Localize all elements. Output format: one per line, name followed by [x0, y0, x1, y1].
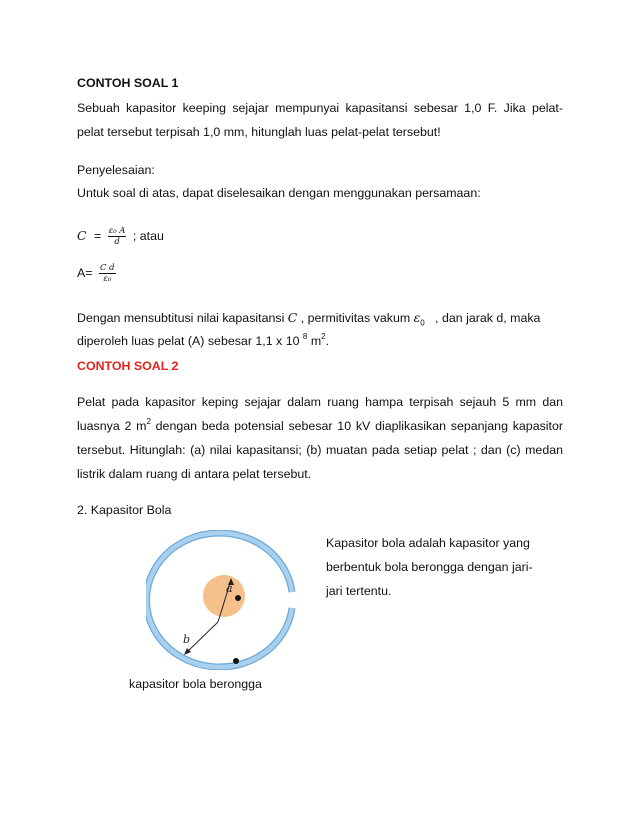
result-symbol-epsilon: ε — [413, 310, 421, 325]
label-a: a — [226, 582, 233, 595]
eq2-fraction — [99, 263, 116, 284]
soal2-text-line-4: listrik dalam ruang di antara pelat tersebut. — [77, 467, 312, 481]
eq1-denominator: d — [114, 237, 120, 247]
penyelesaian-intro: Untuk soal di atas, dapat diselesaikan dengan menggunakan persamaan: — [77, 186, 481, 200]
result-text-3: , dan jarak d, maka — [424, 311, 541, 325]
eq1-suffix: ; atau — [132, 228, 164, 243]
result-epsilon-sub: 0 — [420, 318, 425, 328]
soal1-text-line-1: Sebuah kapasitor keeping sejajar mempunyai kapasitansi sebesar 1,0 F. Jika pelat- — [77, 101, 563, 115]
soal2-text-line-2 — [77, 419, 563, 433]
soal1-result-line-2 — [77, 334, 329, 348]
bola-desc-line-1: Kapasitor bola adalah kapasitor yang — [326, 536, 530, 550]
soal1-result-line-1 — [77, 310, 540, 327]
soal1-text-line-2: pelat tersebut terpisah 1,0 mm, hitunglah luas pelat-pelat tersebut! — [77, 125, 441, 139]
result-unit: m — [307, 334, 322, 348]
result-period: . — [325, 334, 330, 348]
eq1-numerator: ε₀ A — [108, 226, 126, 236]
eq1-fraction — [108, 226, 127, 247]
soal2-line2-exponent: 2 — [146, 417, 151, 426]
eq2-numerator: C d — [99, 263, 115, 273]
soal2-line2-b: dengan beda potensial sebesar 10 kV diaplikasikan sepanjang kapasitor — [150, 419, 563, 433]
eq2-lhs: A= — [77, 265, 93, 280]
result-exponent: 8 — [302, 332, 308, 341]
result-text-1: Dengan mensubtitusi nilai kapasitansi — [77, 311, 288, 325]
equation-area — [77, 263, 119, 284]
inner-charge-dot — [235, 595, 241, 601]
bola-desc-line-3: jari tertentu. — [326, 584, 392, 598]
label-b: b — [183, 633, 191, 646]
result-text-2: , permitivitas vakum — [297, 311, 414, 325]
soal2-text-line-1: Pelat pada kapasitor keping sejajar dalam ruang hampa terpisah sejauh 5 mm dan — [77, 395, 563, 409]
heading-contoh-soal-2: CONTOH SOAL 2 — [77, 359, 179, 373]
penyelesaian-label: Penyelesaian: — [77, 163, 155, 177]
diagram-caption: kapasitor bola berongga — [129, 677, 262, 691]
equation-capacitance — [77, 226, 164, 247]
result-unit-exponent: 2 — [321, 332, 326, 341]
radius-b-line — [186, 622, 218, 653]
heading-contoh-soal-1: CONTOH SOAL 1 — [77, 76, 179, 90]
result-symbol-c: C — [287, 310, 298, 325]
soal2-text-line-3: tersebut. Hitunglah: (a) nilai kapasitansi; (b) muatan pada setiap pelat ; dan (c) medan — [77, 443, 563, 457]
eq1-lhs: C — [77, 227, 87, 243]
heading-kapasitor-bola: 2. Kapasitor Bola — [77, 503, 172, 517]
eq1-equals: = — [93, 228, 102, 243]
spherical-capacitor-diagram — [146, 530, 298, 670]
bola-desc-line-2: berbentuk bola berongga dengan jari- — [326, 560, 533, 574]
eq2-denominator: ε₀ — [103, 274, 112, 284]
result-line2-text: diperoleh luas pelat (A) sebesar 1,1 x 10 — [77, 334, 303, 348]
soal2-line2-a: luasnya 2 m — [77, 419, 147, 433]
outer-charge-dot — [233, 658, 239, 664]
